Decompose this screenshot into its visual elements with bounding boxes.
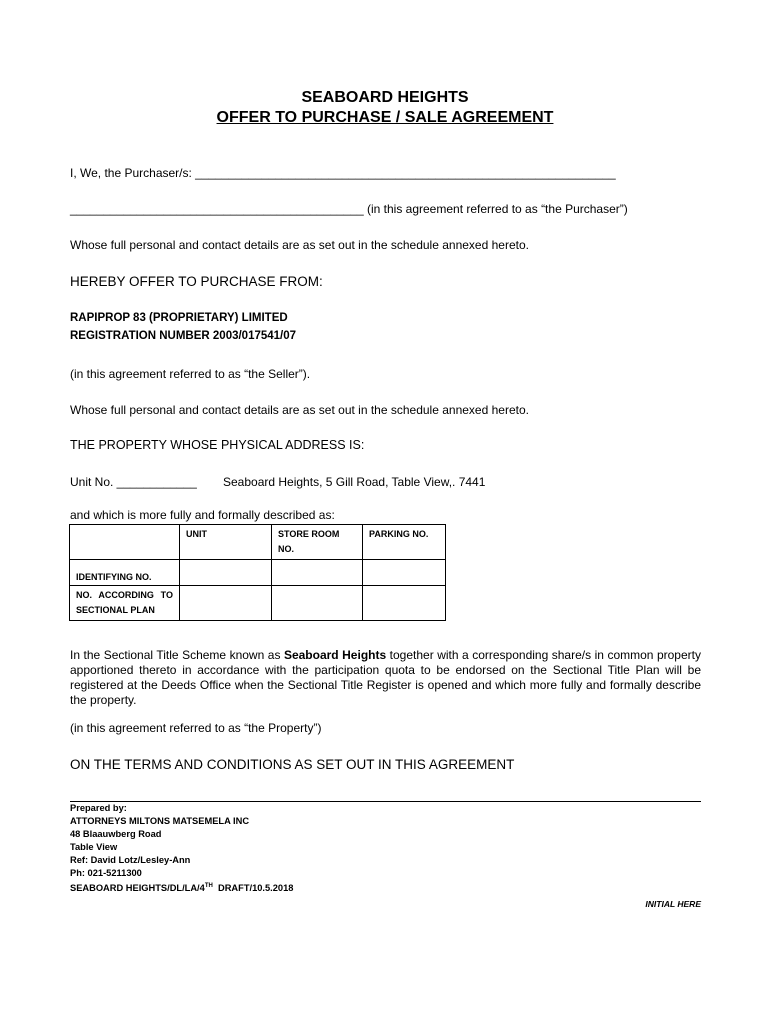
prepared-firm: ATTORNEYS MILTONS MATSEMELA INC [70, 816, 250, 826]
draft-date: DRAFT/10.5.2018 [212, 883, 294, 894]
sectional-title-paragraph [70, 648, 701, 708]
sectional-text-after: together with a corresponding share/s in common property apportioned thereto in accordance with the participation quota to be endorsed on the Sectional Title Plan will be registered at the Deeds Office when the Sectional Title Register is opened and which more fully and formally describe the property. [70, 648, 701, 707]
terms-heading: ON THE TERMS AND CONDITIONS AS SET OUT IN THIS AGREEMENT [70, 757, 515, 772]
document-subtitle: OFFER TO PURCHASE / SALE AGREEMENT [216, 109, 554, 126]
store-identifying-cell[interactable] [272, 560, 363, 586]
seller-details: Whose full personal and contact details are as set out in the schedule annexed hereto. [70, 403, 529, 417]
prepared-street: 48 Blaauwberg Road [70, 829, 162, 839]
store-sectional-cell[interactable] [272, 586, 363, 621]
sectional-text-before: In the Sectional Title Scheme known as [70, 648, 284, 662]
description-table [69, 524, 446, 621]
identifying-no-label: IDENTIFYING NO. [70, 560, 180, 586]
scheme-name: Seaboard Heights [283, 648, 387, 662]
parking-sectional-cell[interactable] [363, 586, 446, 621]
seller-registration: REGISTRATION NUMBER 2003/017541/07 [70, 330, 297, 342]
initial-here-label: INITIAL HERE [645, 899, 701, 909]
prepared-phone: Ph: 021-5211300 [70, 868, 142, 878]
described-intro: and which is more fully and formally described as: [70, 508, 335, 522]
table-corner-cell [70, 525, 180, 560]
draft-reference [70, 880, 293, 895]
unit-sectional-cell[interactable] [180, 586, 272, 621]
table-row [70, 586, 446, 621]
draft-superscript: TH [204, 883, 213, 889]
property-heading: THE PROPERTY WHOSE PHYSICAL ADDRESS IS: [70, 438, 365, 452]
table-header-row [70, 525, 446, 560]
prepared-area: Table View [70, 842, 118, 852]
table-row [70, 560, 446, 586]
property-address: Seaboard Heights, 5 Gill Road, Table View,. 7441 [223, 475, 486, 489]
unit-number-label: Unit No. ____________ [70, 475, 197, 489]
unit-header: UNIT [180, 525, 272, 560]
parking-header: PARKING NO. [363, 525, 446, 560]
parking-identifying-cell[interactable] [363, 560, 446, 586]
sectional-plan-label: NO. ACCORDING TO SECTIONAL PLAN [70, 586, 180, 621]
purchaser-line-1: I, We, the Purchaser/s: _______________________________________________________________ [70, 166, 616, 180]
prepared-ref: Ref: David Lotz/Lesley-Ann [70, 855, 191, 865]
property-referred: (in this agreement referred to as “the Property”) [70, 721, 322, 735]
purchaser-details: Whose full personal and contact details are as set out in the schedule annexed hereto. [70, 238, 529, 252]
prepared-label: Prepared by: [70, 803, 127, 813]
seller-referred: (in this agreement referred to as “the Seller”). [70, 367, 311, 381]
store-room-header: STORE ROOM NO. [272, 525, 363, 560]
unit-identifying-cell[interactable] [180, 560, 272, 586]
offer-heading: HEREBY OFFER TO PURCHASE FROM: [70, 274, 323, 289]
draft-code: SEABOARD HEIGHTS/DL/LA/4 [70, 883, 205, 894]
document-title: SEABOARD HEIGHTS [301, 89, 469, 106]
seller-name: RAPIPROP 83 (PROPRIETARY) LIMITED [70, 312, 288, 324]
purchaser-line-2: ____________________________________________ (in this agreement referred to as “the Purchaser”) [70, 202, 628, 216]
prepared-by-block [70, 802, 293, 895]
